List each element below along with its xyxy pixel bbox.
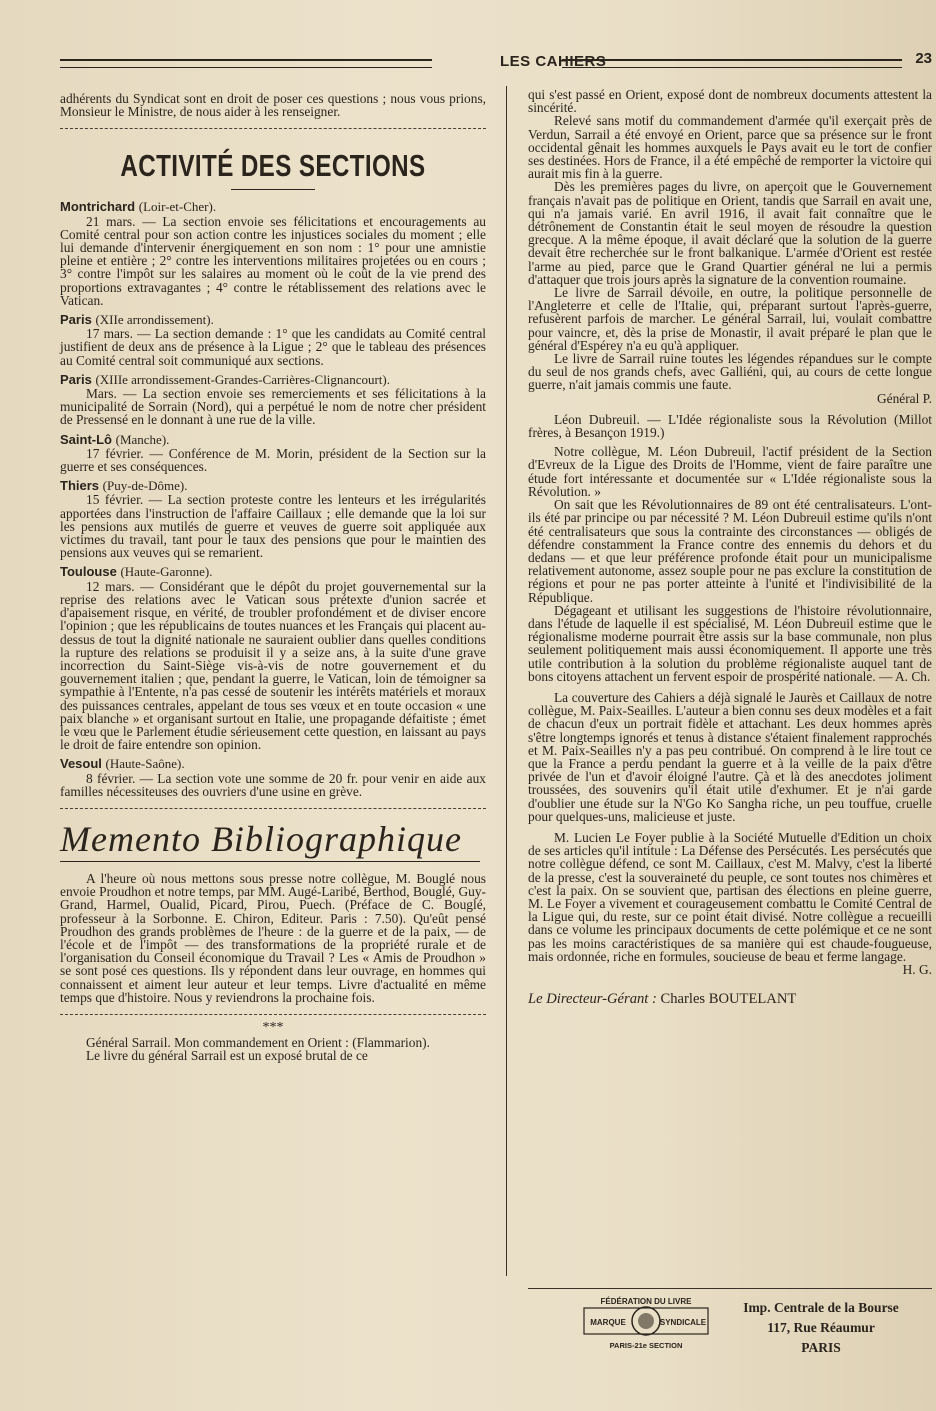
- location-name: Vesoul: [60, 756, 102, 772]
- location-name: Paris: [60, 312, 92, 328]
- review-paragraph: On sait que les Révolutionnaires de 89 ont été centralisateurs. L'ont-ils été par principe ou par nécessité ? M. Léon Dubreuil estime qu'ils n'ont été centralisateurs que sous la contrainte des circonstances — obligés de défendre constamment la France contre des ennemis du dehors et du dedans — et que leur préférence profonde était pour un municipalisme relativement autonome, assez souple pour ne pas exclure la constitution de régions et pour ne pas porter atteinte à l'unité et l'indivisibilité de la République.: [528, 497, 932, 605]
- imprint-line: Imp. Centrale de la Bourse: [743, 1300, 899, 1315]
- asterism: ***: [262, 1019, 284, 1035]
- section-entry: [60, 433, 486, 474]
- memento-rule: [60, 861, 480, 862]
- column-divider: [506, 86, 507, 1276]
- imprint-rule: [528, 1288, 932, 1289]
- section-location: [60, 200, 486, 213]
- location-name: Thiers: [60, 478, 100, 494]
- review-signature: H. G.: [902, 962, 932, 977]
- review-signature: Général P.: [876, 390, 932, 406]
- section-entry: [60, 200, 486, 307]
- memento-title: Memento Bibliographique: [60, 818, 462, 859]
- section-text: 21 mars. — La section envoie ses félicitations et encouragements au Comité central pour son action contre les injustices sociales du moment ; elle lui demande d'intervenir énergiquement en son nom : 1° pour une amnistie pleine et entière ; 2° contre les interventions militaires projetées ou en cours ; 3° contre l'impôt sur les salaires au moment où le coût de la vie prend des proportions extravagantes ; 4° contre le rétablissement des relations avec le Vatican.: [60, 213, 486, 308]
- section-location: [60, 757, 486, 770]
- location-name: Paris: [60, 371, 92, 387]
- directeur-line: [528, 990, 932, 1008]
- stamp-left-text: MARQUE: [590, 1318, 626, 1327]
- section-text: Mars. — La section envoie ses remerciements et ses félicitations à la municipalité de Sorrain (Nord), qui a perpétué le nom de notre cher président de Pressensé en le donnant à une rue de la ville.: [60, 386, 486, 428]
- review-paragraph: Notre collègue, M. Léon Dubreuil, l'actif président de la Section d'Evreux de la Ligue des Droits de l'Homme, vient de faire paraître une étude fort intéressante et documentée sur « L'Idée régionaliste sous la Révolution. »: [528, 444, 932, 499]
- imprint-line: PARIS: [801, 1340, 841, 1355]
- location-name: Saint-Lô: [60, 431, 112, 447]
- dubreuil-heading: Léon Dubreuil. — L'Idée régionaliste sous la Révolution (Millot frères, à Besançon 1919.): [528, 411, 932, 441]
- intro-text: adhérents du Syndicat sont en droit de poser ces questions ; nous vous prions, Monsieur le Ministre, de nous aider à les renseigner.: [60, 91, 486, 120]
- location-region: (XIIIe arrondissement-Grandes-Carrières-Clignancourt).: [95, 371, 390, 387]
- memento-text: A l'heure où nous mettons sous presse notre collègue, M. Bouglé nous envoie Proudhon et notre temps, par MM. Augé-Laribé, Berthod, Bouglé, Guy-Grand, Harmel, Oualid, Picard, Pirou, Puech. (Préface de C. Bouglé, professeur à la Sorbonne. E. Chiron, Editeur. Paris : 7.50). Qu'eût pensé Proudhon des grands problèmes de l'heure : de la guerre et de la paix, — de l'école et de l'impôt — des transformations de la propriété rurale et de l'organisation du Conseil économique du Travail ? Les « Amis de Proudhon » se sont posé ces questions. Ils y répondent dans leur ouvrage, en hommes qui connaissent et aiment leur auteur et leur temps. Livre d'actualité en même temps que d'histoire. Nous y reviendrons la prochaine fois.: [60, 870, 486, 1005]
- location-region: (Puy-de-Dôme).: [102, 478, 188, 494]
- review-paragraph: Relevé sans motif du commandement d'armée qu'il exerçait près de Verdun, Sarrail a été envoyé en Orient, parce que sa présence sur le front occidental gênait les hommes auxquels le Pays avait eu le tort de confier ses destinées. Hors de France, il a été empêché de remporter la victoire qui aurait mis fin à la guerre.: [528, 113, 932, 182]
- section-title: ACTIVITÉ DES SECTIONS: [120, 148, 426, 184]
- separator-rule: [60, 1014, 486, 1015]
- left-column: [60, 92, 486, 1063]
- location-name: Montrichard: [60, 199, 136, 215]
- union-label-stamp-icon: [582, 1294, 710, 1356]
- stamp-bottom-text: PARIS-21e SECTION: [609, 1341, 683, 1350]
- title-rule: [231, 189, 315, 190]
- sarrail-text-start: Le livre du général Sarrail est un exposé brutal de ce: [86, 1048, 368, 1064]
- location-region: (Haute-Garonne).: [120, 564, 213, 580]
- review-paragraph: Le livre de Sarrail ruine toutes les légendes répandues sur le compte du seul de nos grands chefs, avec Galliéni, qui, au cours de cette longue guerre, n'ait jamais commis une faute.: [528, 351, 932, 393]
- section-text: 15 février. — La section proteste contre les lenteurs et les irrégularités apportées dans l'instruction de l'affaire Caillaux ; elle demande que la loi sur les pensions aux mutilés de guerre et veuves de guerre soit appliquée aux victimes du travail, tant pour le taux des pensions que pour le maintien des pensions aux veuves qui se remarient.: [60, 492, 486, 561]
- section-entry: [60, 479, 486, 559]
- imprint-line: 117, Rue Réaumur: [767, 1320, 875, 1335]
- location-region: (Loir-et-Cher).: [138, 199, 217, 215]
- section-entry: [60, 313, 486, 367]
- journal-title: LES CAHIERS: [500, 53, 607, 70]
- review-paragraph: qui s'est passé en Orient, exposé dont de nombreux documents attestent la sincérité.: [528, 88, 932, 116]
- section-text: 12 mars. — Considérant que le dépôt du projet gouvernemental sur la reprise des relations avec le Vatican sous prétexte d'union sacrée et d'apaisement risque, en vérité, de troubler profondément et de diviser encore l'opinion ; que les républicains de toutes nuances et les Français qui placent au-dessus de tout la dignité nationale ne sauraient oublier dans quelles conditions la rupture des relations se produisit il y a seize ans, à la suite d'une grave incorrection du Saint-Siège vis-à-vis de notre gouvernement et du gouvernement italien ; que, pendant la guerre, le Vatican, loin de témoigner sa sympathie à l'Entente, n'a pas cessé de soutenir les intérêts matériels et moraux des puissances centrales, appelant de tous ses vœux et en toute occasion « une paix blanche » et organisant surtout en Italie, une propagande défaitiste ; émet le vœu que le Parlement étudie sérieusement cette question, en laissant au pays le droit de faire entendre son opinion.: [60, 578, 486, 753]
- page-header: [60, 50, 936, 76]
- location-name: Toulouse: [60, 564, 117, 580]
- review-paragraph: Le livre de Sarrail dévoile, en outre, la politique personnelle de l'Angleterre et celle de l'Italie, qui, préparant surtout l'après-guerre, refusèrent parfois de marcher. Le général Sarrail, lui, voulait combattre pour vaincre, et, dès la prise de Monastir, il avait préparé le plan que le général d'Espérey n'a eu qu'à appliquer.: [528, 285, 932, 353]
- review-paragraph: La couverture des Cahiers a déjà signalé le Jaurès et Caillaux de notre collègue, M. Paix-Seailles. L'auteur a bien connu ses deux modèles et a fait de chacun d'eux un portrait fidèle et attachant. Les deux hommes après s'être longtemps ignorés et tenus à distance s'étaient finalement rapprochés et M. Paix-Seailles n'y a pas peu contribué. On comprend à le lire tout ce que la France a perdu pendant la guerre et à la veille de la paix d'être privée de l'un et d'avoir éloigné l'autre. Çà et là des anecdotes joliment troussées, des souvenirs qu'il était utile d'exhumer. Et je n'ai garde d'oublier une étude sur la N'Go Ko Sangha riche, un peu touffue, cruelle pour quelques-uns, malicieuse et juste.: [528, 689, 932, 824]
- section-entry: [60, 565, 486, 751]
- location-region: (Haute-Saône).: [105, 756, 185, 772]
- stamp-right-text: SYNDICALE: [659, 1318, 707, 1327]
- printer-imprint: [726, 1298, 916, 1358]
- section-entry: [60, 757, 486, 798]
- section-text: 8 février. — La section vote une somme de 20 fr. pour venir en aide aux familles nécessiteuses des ouvriers d'une usine en grève.: [60, 770, 486, 799]
- review-paragraph: Dégageant et utilisant les suggestions de l'histoire révolutionnaire, dans l'étude de laquelle il est spécialisé, M. Léon Dubreuil estime que le régionalisme moderne pourrait être assis sur la base communale, non plus seulement politiquement mais aussi économiquement. Il apporte une très utile contribution à la solution du problème régionaliste auquel tant de bons citoyens attachent un fervent espoir de prospérité nationale. — A. Ch.: [528, 602, 932, 684]
- section-location: [60, 433, 486, 446]
- header-rule-right: [562, 59, 902, 68]
- section-location: [60, 313, 486, 326]
- section-location: [60, 479, 486, 492]
- location-region: (Manche).: [115, 431, 170, 447]
- stamp-emblem-core: [638, 1313, 654, 1329]
- section-location: [60, 373, 486, 386]
- stamp-top-text: FÉDÉRATION DU LIVRE: [600, 1297, 692, 1306]
- section-text: 17 mars. — La section demande : 1° que les candidats au Comité central justifient de deux ans de présence à la Ligue ; 2° que le tableau des présences au Comité central soit communiqué aux sections.: [60, 326, 486, 368]
- section-entry: [60, 373, 486, 427]
- review-paragraph: Dès les premières pages du livre, on aperçoit que le Gouvernement français n'avait pas de politique en Orient, tandis que Sarrail en avait une, qui n'a jamais varié. En avril 1916, il avait fait connaître que le détrônement de Constantin était le seul moyen de résoudre la question grecque. A la même époque, il avait déclaré que la solution de la guerre devait être recherchée sur le front balkanique. L'armée d'Orient est restée l'arme au pied, parce que le Grand Quartier général ne lui a permis d'attaquer que trois jours après la signature de la convention roumaine.: [528, 179, 932, 287]
- section-location: [60, 565, 486, 578]
- section-text: 17 février. — Conférence de M. Morin, président de la Section sur la guerre et ses conséquences.: [60, 445, 486, 475]
- sarrail-heading: Général Sarrail. Mon commandement en Orient : (Flammarion).: [86, 1035, 430, 1051]
- directeur-name: Charles BOUTELANT: [660, 991, 797, 1008]
- header-rule-left: [60, 59, 432, 68]
- separator-rule: [60, 808, 486, 809]
- directeur-label: Le Directeur-Gérant :: [528, 991, 657, 1008]
- review-paragraph: M. Lucien Le Foyer publie à la Société Mutuelle d'Edition un choix de ses articles qu'il intitule : La Défense des Persécutés. Les persécutés que notre collègue défend, ce sont M. Caillaux, c'est M. Malvy, c'est la liberté de la presse, c'est la souveraineté du peuple, ce sont toutes nos chimères et c'est la paix. On se souvient que, partisan des élections en pleine guerre, M. Le Foyer a vivement et courageusement combattu le Comité Central de la Ligue qui, du reste, sur ce point était divisé. Notre collègue a recueilli dans ce volume les principaux documents de cette polémique et ce ne sont pas les moins caractéristiques de sa manière qui est chaude-fougueuse, mais ordonnée, riche en formules, soucieuse de beau et ferme langage.: [528, 829, 932, 964]
- separator-rule: [60, 128, 486, 129]
- location-region: (XIIe arrondissement).: [95, 312, 214, 328]
- right-column: [528, 88, 932, 1008]
- page-number: 23: [915, 50, 932, 67]
